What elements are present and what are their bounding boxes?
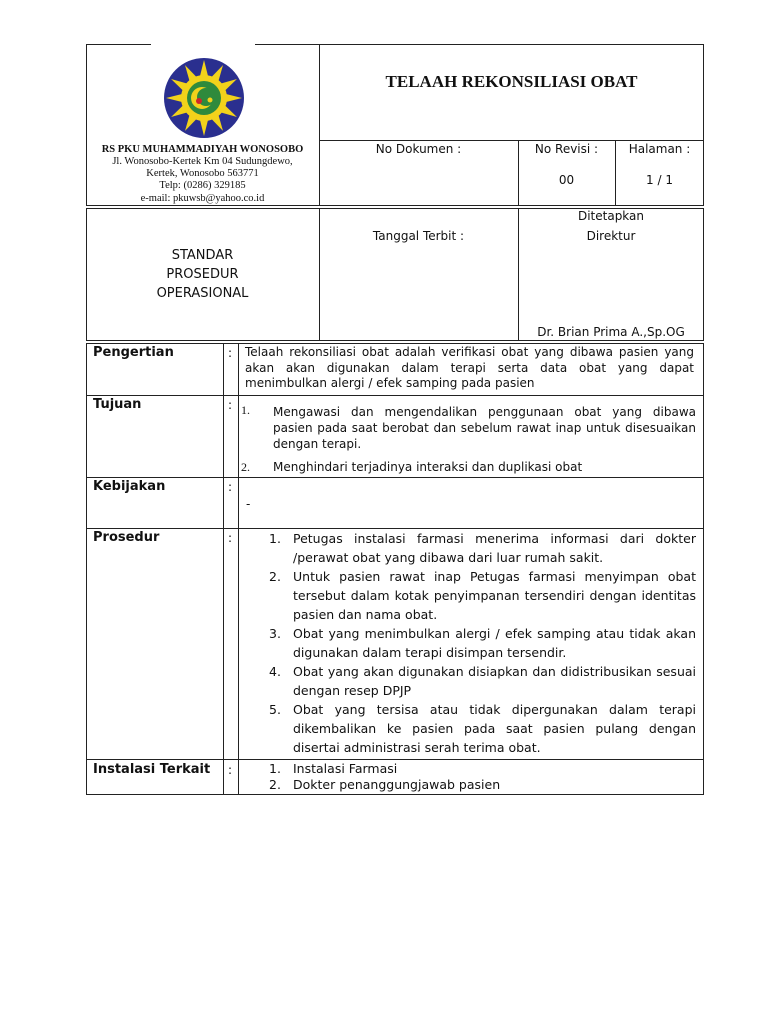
tujuan-item-1: Mengawasi dan mengendalikan penggunaan obat yang dibawa pasien pada saat berobat dan sebelum rawat inap untuk disesuaikan dengan terapi.: [273, 405, 696, 451]
hospital-email: e-mail: pkuwsb@yahoo.co.id: [140, 193, 265, 204]
pengertian-colon: :: [228, 346, 233, 360]
prosedur-item: [269, 700, 696, 757]
prosedur-item-num: 5.: [269, 702, 281, 717]
tujuan-colon: :: [228, 398, 233, 412]
kebijakan-colon: :: [228, 480, 233, 494]
prosedur-item-text: Petugas instalasi farmasi menerima informasi dari dokter /perawat obat yang dibawa dari luar rumah sakit.: [293, 531, 696, 565]
sop-title-line2: PROSEDUR: [166, 267, 239, 282]
tanggal-terbit-label: Tanggal Terbit :: [372, 229, 465, 243]
hospital-address-line1: Jl. Wonosobo-Kertek Km 04 Sudungdewo,: [112, 156, 293, 167]
ditetapkan-label: Ditetapkan: [577, 209, 645, 223]
instalasi-list: [269, 761, 696, 793]
instalasi-item-text: Instalasi Farmasi: [293, 761, 398, 776]
document-title: TELAAH REKONSILIASI OBAT: [385, 72, 638, 91]
instalasi-item: [269, 777, 696, 793]
prosedur-item: [269, 567, 696, 624]
instalasi-item: [269, 761, 696, 777]
prosedur-item-num: 3.: [269, 626, 281, 641]
prosedur-item-num: 2.: [269, 569, 281, 584]
signatory-name: Dr. Brian Prima A.,Sp.OG: [537, 325, 685, 339]
instalasi-terkait-label: Instalasi Terkait: [93, 762, 211, 777]
prosedur-colon: :: [228, 531, 233, 545]
hospital-address-line2: Kertek, Wonosobo 563771: [146, 168, 259, 179]
prosedur-item: [269, 662, 696, 700]
prosedur-item: [269, 624, 696, 662]
no-revisi-label: No Revisi :: [534, 142, 599, 156]
tujuan-item-2: Menghindari terjadinya interaksi dan duplikasi obat: [273, 460, 583, 474]
tujuan-item-1-num: 1.: [241, 403, 250, 417]
no-revisi-value: 00: [558, 173, 575, 187]
halaman-label: Halaman :: [628, 142, 691, 156]
hospital-logo: [160, 54, 248, 142]
kebijakan-label: Kebijakan: [93, 479, 166, 494]
prosedur-label: Prosedur: [93, 530, 160, 545]
kebijakan-text: -: [246, 497, 251, 511]
prosedur-item-text: Obat yang menimbulkan alergi / efek samping atau tidak akan digunakan dalam terapi disimpan tersendir.: [293, 626, 696, 660]
direktur-label: Direktur: [586, 229, 636, 243]
prosedur-item-text: Obat yang tersisa atau tidak dipergunakan dalam terapi dikembalikan ke pasien pada saat pasien pulang dengan disertai administrasi serah terima obat.: [293, 702, 696, 755]
no-dokumen-label: No Dokumen :: [375, 142, 462, 156]
prosedur-item-text: Obat yang akan digunakan disiapkan dan didistribusikan sesuai dengan resep DPJP: [293, 664, 696, 698]
hospital-name: RS PKU MUHAMMADIYAH WONOSOBO: [101, 144, 304, 155]
halaman-value: 1 / 1: [646, 173, 673, 187]
sop-title-line1: STANDAR: [171, 248, 234, 263]
sop-title-line3: OPERASIONAL: [156, 286, 249, 301]
instalasi-item-num: 2.: [269, 777, 281, 792]
pengertian-label: Pengertian: [93, 345, 174, 360]
instalasi-colon: :: [228, 763, 233, 777]
prosedur-item-num: 4.: [269, 664, 281, 679]
prosedur-item-text: Untuk pasien rawat inap Petugas farmasi menyimpan obat tersebut dalam kotak penyimpanan tersendiri dengan identitas pasien dan nama obat.: [293, 569, 696, 622]
instalasi-item-text: Dokter penanggungjawab pasien: [293, 777, 501, 792]
prosedur-item: [269, 529, 696, 567]
hospital-phone: Telp: (0286) 329185: [159, 180, 246, 191]
instalasi-item-num: 1.: [269, 761, 281, 776]
prosedur-list: [269, 529, 696, 757]
prosedur-item-num: 1.: [269, 531, 281, 546]
tujuan-label: Tujuan: [93, 397, 142, 412]
tujuan-item-2-num: 2.: [241, 460, 250, 474]
pengertian-text: Telaah rekonsiliasi obat adalah verifikasi obat yang dibawa pasien yang akan akan digunakan dalam terapi serta data obat yang dapat menimbulkan alergi / efek samping pada pasien: [245, 345, 694, 390]
